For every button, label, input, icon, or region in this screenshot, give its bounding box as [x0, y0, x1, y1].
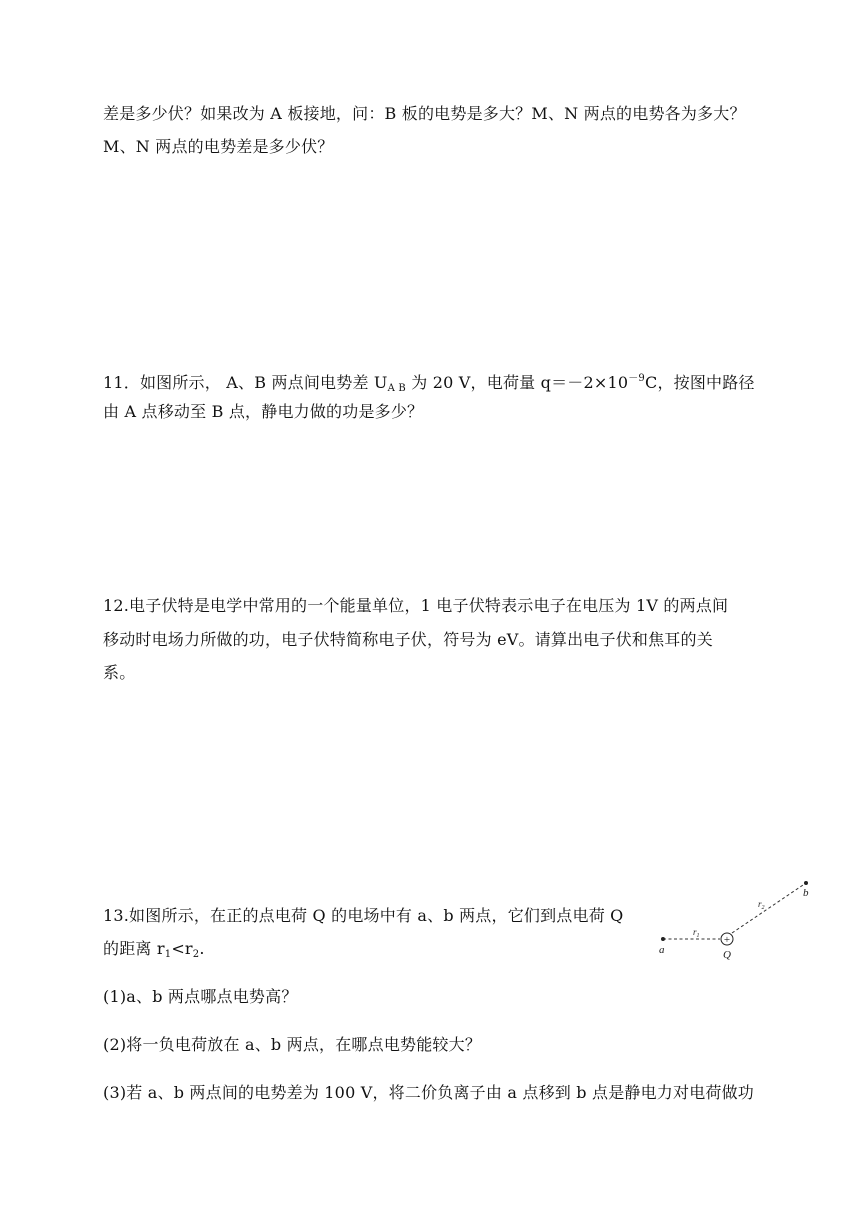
- q13-subscript-2: 2: [192, 949, 200, 960]
- q12-line3: 系。: [103, 663, 136, 682]
- q13-part2: (2)将一负电荷放在 a、b 两点，在哪点电势能较大？: [103, 1035, 482, 1054]
- q11-text-c: C，按图中路径: [645, 373, 755, 392]
- label-b: b: [803, 887, 809, 899]
- q13-line2: [103, 939, 205, 965]
- label-r2: [758, 899, 765, 911]
- q12-line2: 移动时电场力所做的功，电子伏特简称电子伏，符号为 eV。请算出电子伏和焦耳的关: [103, 630, 713, 649]
- q11-text-b: 为 20 V，电荷量 q＝－2×10: [405, 373, 629, 392]
- point-a-dot: [661, 937, 665, 941]
- r2-dashed-line: [732, 883, 806, 933]
- q13-text-a: 的距离 r: [103, 939, 165, 958]
- q11-line1: [103, 369, 755, 399]
- q10-continuation-line2: M、N 两点的电势差是多少伏？: [103, 137, 334, 156]
- q13-text-c: .: [199, 939, 205, 958]
- q13-line1: 13.如图所示，在正的点电荷 Q 的电场中有 a、b 两点，它们到点电荷 Q: [103, 906, 624, 925]
- label-r2-sub: 2: [761, 905, 765, 911]
- q13-part3: (3)若 a、b 两点间的电势差为 100 V，将二价负离子由 a 点移到 b 点是静电力对电荷做功: [103, 1083, 755, 1102]
- q12-line1: 12.电子伏特是电学中常用的一个能量单位，1 电子伏特表示电子在电压为 1V 的两点间: [103, 596, 729, 615]
- label-r2-letter: r: [758, 899, 762, 909]
- label-r1-sub: 1: [696, 933, 700, 939]
- label-r1: [693, 927, 700, 939]
- q13-subscript-1: 1: [164, 949, 172, 960]
- q11-line2: 由 A 点移动至 B 点，静电力做的功是多少？: [103, 402, 424, 421]
- label-a: a: [659, 944, 665, 956]
- label-q: Q: [723, 949, 731, 961]
- q10-continuation-line1: 差是多少伏？如果改为 A 板接地，问：B 板的电势是多大？M、N 两点的电势各为多大？: [103, 104, 746, 123]
- point-charge-figure: [650, 872, 820, 968]
- point-b-dot: [804, 881, 808, 885]
- q13-text-b: <r: [171, 939, 193, 958]
- q11-text-a: 11．如图所示， A、B 两点间电势差 U: [103, 373, 388, 392]
- q11-superscript-exponent: －9: [628, 373, 645, 384]
- q11-subscript-ab: A B: [387, 383, 406, 394]
- label-r1-letter: r: [693, 927, 697, 937]
- charge-plus-sign: +: [723, 934, 731, 946]
- q13-part1: (1)a、b 两点哪点电势高？: [103, 987, 298, 1006]
